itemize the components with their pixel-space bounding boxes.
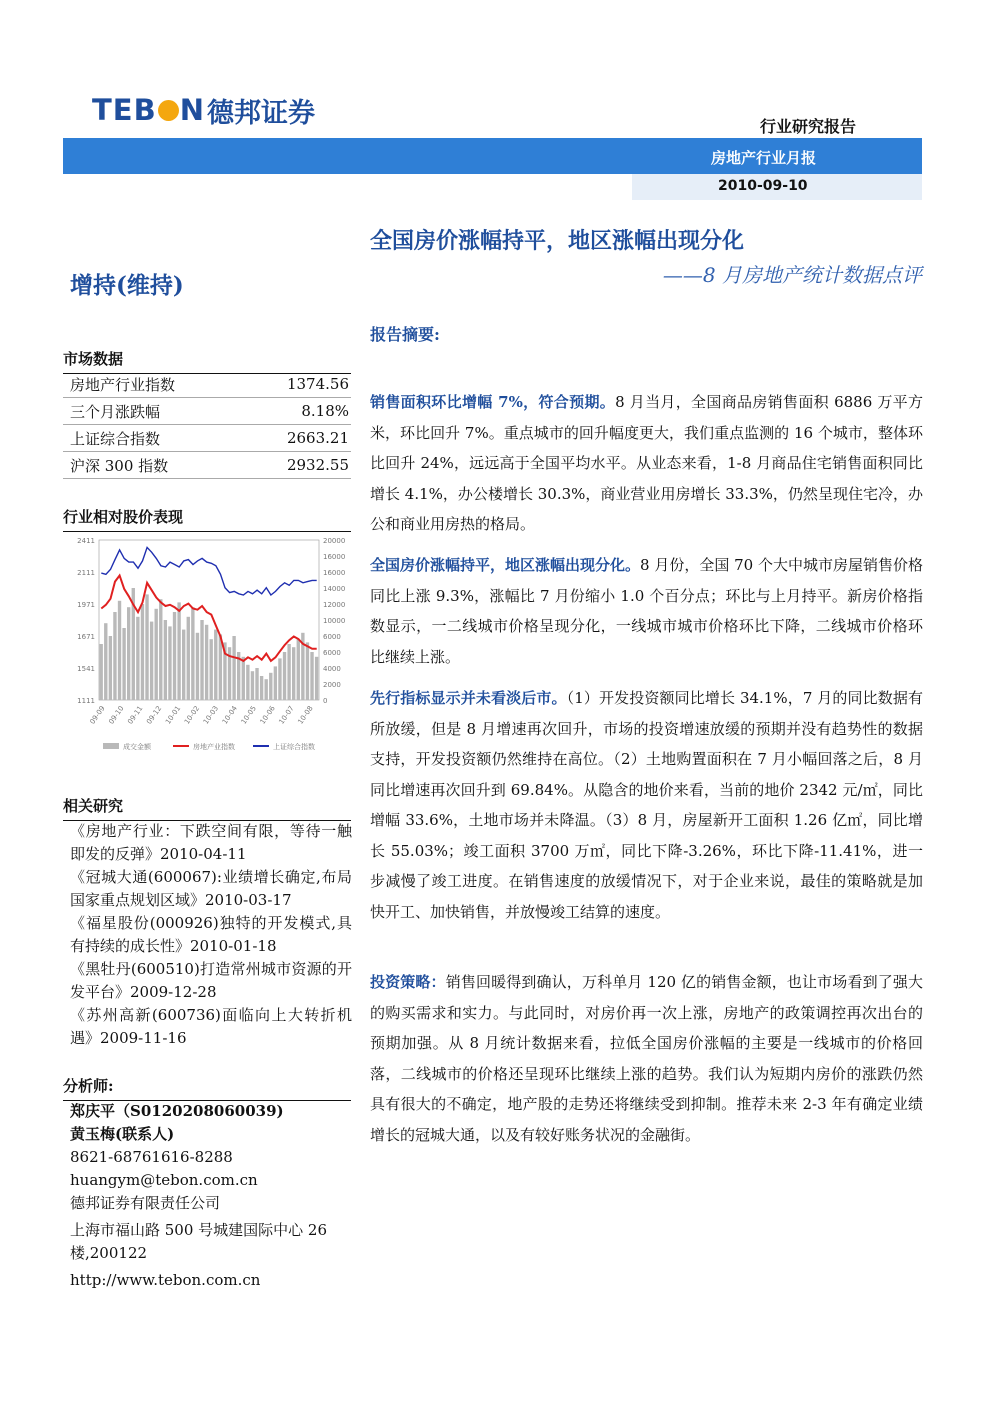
logo-text-left: TEB — [92, 93, 157, 127]
market-data-table — [63, 371, 351, 479]
volume-bar — [122, 628, 125, 700]
volume-bar — [269, 673, 272, 700]
table-row — [63, 452, 351, 479]
x-tick-label: 10-04 — [220, 704, 240, 726]
report-series: 房地产行业月报 — [711, 149, 817, 167]
x-tick-label: 10-01 — [164, 704, 183, 726]
relative-performance-chart — [63, 530, 351, 770]
logo-chinese-name: 德邦证券 — [206, 97, 315, 129]
list-item: 《黑牡丹(600510)打造常州城市资源的开发平台》2009-12-28 — [70, 960, 352, 1001]
contact-name: 黄玉梅(联系人) — [70, 1125, 175, 1143]
volume-bar — [315, 657, 318, 700]
paragraph-strategy — [370, 967, 923, 1150]
legend-swatch — [103, 743, 119, 749]
paragraph-prices — [370, 550, 923, 672]
logo-sun-icon — [158, 100, 179, 121]
volume-bar — [150, 622, 153, 700]
company-address: 上海市福山路 500 号城建国际中心 26 楼,200122 — [70, 1221, 328, 1262]
y-right-tick-label: 4000 — [323, 665, 341, 673]
y-right-tick-label: 16000 — [323, 569, 346, 577]
x-tick-label: 10-07 — [277, 704, 296, 726]
logo-text-right: N — [179, 93, 205, 127]
list-item: 《房地产行业：下跌空间有限，等待一触即发的反弹》2010-04-11 — [70, 822, 352, 863]
volume-bar — [214, 630, 217, 700]
paragraph-body: 销售回暖得到确认，万科单月 120 亿的销售金额，也让市场看到了强大的购买需求和实力。与此同时，对房价再一次上涨，房地产的政策调控再次出台的预期加强。从 8 月统计数据来看，拉低全国房价涨幅的主要是一线城市的价格回落，二线城市的价格还呈现环比继续上涨的趋势。我们认为短期内房价的涨跌仍然具有很大的不确定，地产股的走势还将继续受到抑制。推荐未来 2-3 年有确定业绩增长的冠城大通，以及有较好账务状况的金融街。 — [370, 973, 923, 1144]
volume-bar — [113, 612, 116, 700]
y-right-tick-label: 12000 — [323, 601, 346, 609]
legend-label: 成交金额 — [123, 743, 151, 751]
y-left-tick-label: 2111 — [77, 569, 95, 577]
volume-bar — [246, 665, 249, 700]
volume-bar — [283, 652, 286, 700]
tebon-logo — [92, 93, 315, 127]
x-tick-label: 10-05 — [239, 704, 258, 726]
paragraph-lead: 全国房价涨幅持平，地区涨幅出现分化。 — [370, 556, 641, 574]
volume-bar — [187, 617, 190, 700]
report-subtitle: ——8 月房地产统计数据点评 — [662, 263, 922, 287]
report-date: 2010-09-10 — [718, 178, 808, 194]
list-item: 《冠城大通(600067):业绩增长确定,布局国家重点规划区域》2010-03-17 — [70, 868, 352, 909]
y-right-tick-label: 10000 — [323, 617, 346, 625]
market-label: 三个月涨跌幅 — [63, 398, 239, 425]
y-right-tick-label: 6000 — [323, 649, 341, 657]
market-value: 2932.55 — [239, 452, 351, 479]
performance-heading: 行业相对股价表现 — [63, 506, 351, 532]
market-value: 2663.21 — [239, 425, 351, 452]
volume-bar — [159, 599, 162, 700]
volume-bar — [177, 602, 180, 700]
analyst-heading: 分析师: — [63, 1075, 351, 1101]
x-tick-label: 10-08 — [296, 704, 315, 726]
volume-bar — [306, 642, 309, 700]
market-label: 房地产行业指数 — [63, 371, 239, 398]
y-right-tick-label: 6000 — [323, 633, 341, 641]
paragraph-body: （1）开发投资额同比增长 34.1%，7 月的同比数据有所放缓，但是 8 月增速再次回升，市场的投资增速放缓的预期并没有趋势性的数据支持，开发投资额仍然维持在高位。（2）土地购置面积在 7 月小幅回落之后，8 月同比增速再次回升到 69.84%。从隐含的地价来看，当前的地价 2342 元/㎡，同比增幅 33.6%，土地市场并未降温。（3）8 月，房屋新开工面积 1.26 亿㎡，同比增长 55.03%；竣工面积 3700 万㎡，同比下降-3.26%，环比下降-11.41%，进一步减慢了竣工进度。在销售速度的放缓情况下，对于企业来说，最佳的策略就是加快开工、加快销售，并放慢竣工结算的速度。 — [370, 689, 923, 921]
x-tick-label: 10-06 — [258, 704, 277, 726]
volume-bar — [196, 633, 199, 700]
related-research-list — [70, 820, 352, 1050]
volume-bar — [173, 612, 176, 700]
y-left-tick-label: 1671 — [77, 633, 95, 641]
volume-bar — [310, 652, 313, 700]
market-data-heading: 市场数据 — [63, 348, 351, 374]
y-right-tick-label: 0 — [323, 697, 328, 705]
x-tick-label: 09-11 — [126, 704, 145, 726]
paragraph-body: 8 月份，全国 70 个大中城市房屋销售价格同比上涨 9.3%，涨幅比 7 月份缩小 1.0 个百分点；环比与上月持平。新房价格指数显示，一二线城市价格呈现分化，一线城市城市价格环比下降，二线城市价格环比继续上涨。 — [370, 556, 923, 666]
x-tick-label: 10-03 — [201, 704, 221, 726]
analyst-email: huangym@tebon.com.cn — [70, 1171, 258, 1189]
y-right-tick-label: 14000 — [323, 585, 346, 593]
volume-bar — [265, 679, 268, 700]
x-tick-label: 09-10 — [107, 704, 126, 726]
y-left-tick-label: 1111 — [77, 697, 95, 705]
company-url[interactable]: http://www.tebon.com.cn — [70, 1271, 261, 1289]
volume-bar — [118, 601, 121, 700]
paragraph-leading-indicators — [370, 683, 923, 927]
volume-bar — [191, 607, 194, 700]
volume-bar — [255, 668, 258, 700]
volume-bar — [287, 644, 290, 700]
volume-bar — [200, 620, 203, 700]
volume-bar — [242, 657, 245, 700]
market-label: 沪深 300 指数 — [63, 452, 239, 479]
volume-bar — [141, 604, 144, 700]
volume-bar — [100, 644, 103, 700]
y-left-tick-label: 1541 — [77, 665, 95, 673]
x-tick-label: 09-09 — [88, 704, 107, 726]
table-row — [63, 425, 351, 452]
company-name: 德邦证券有限责任公司 — [70, 1194, 221, 1212]
analyst-name: 郑庆平（S0120208060039) — [70, 1102, 284, 1120]
volume-bar — [155, 609, 158, 700]
list-item: 《苏州高新(600736)面临向上大转折机遇》2009-11-16 — [70, 1006, 352, 1047]
performance-chart-svg — [63, 530, 351, 770]
paragraph-lead: 销售面积环比增幅 7%，符合预期。 — [370, 393, 616, 411]
related-research-heading: 相关研究 — [63, 795, 351, 821]
legend-label: 房地产业指数 — [193, 743, 235, 751]
analyst-info — [70, 1100, 360, 1292]
volume-bar — [205, 625, 208, 700]
list-item: 《福星股份(000926)独特的开发模式,具有持续的成长性》2010-01-18 — [70, 914, 352, 955]
volume-bar — [297, 639, 300, 700]
y-left-tick-label: 2411 — [77, 537, 95, 545]
y-right-tick-label: 2000 — [323, 681, 341, 689]
volume-bar — [164, 620, 167, 700]
volume-bar — [104, 623, 107, 700]
abstract-heading: 报告摘要: — [370, 325, 440, 344]
volume-bar — [109, 636, 112, 700]
volume-bar — [260, 676, 263, 700]
report-title: 全国房价涨幅持平，地区涨幅出现分化 — [370, 229, 745, 254]
table-row — [63, 398, 351, 425]
report-type: 行业研究报告 — [760, 117, 857, 136]
analyst-phone: 8621-68761616-8288 — [70, 1148, 233, 1166]
y-right-tick-label: 16000 — [323, 553, 346, 561]
volume-bar — [232, 636, 235, 700]
volume-bar — [210, 639, 213, 700]
y-left-tick-label: 1971 — [77, 601, 95, 609]
volume-bar — [127, 607, 130, 700]
x-tick-label: 10-02 — [182, 704, 202, 726]
volume-bar — [145, 594, 148, 700]
volume-bar — [251, 671, 254, 700]
x-tick-label: 09-12 — [145, 704, 164, 726]
legend-label: 上证综合指数 — [273, 743, 315, 751]
paragraph-lead: 先行指标显示并未看淡后市。 — [370, 689, 567, 707]
market-value: 8.18% — [239, 398, 351, 425]
table-row — [63, 371, 351, 398]
market-value: 1374.56 — [239, 371, 351, 398]
investment-rating: 增持(维持) — [70, 272, 184, 299]
volume-bar — [182, 630, 185, 700]
market-label: 上证综合指数 — [63, 425, 239, 452]
volume-bar — [278, 658, 281, 700]
volume-bar — [168, 626, 171, 700]
volume-bar — [274, 666, 277, 700]
paragraph-body: 8 月当月，全国商品房销售面积 6886 万平方米，环比回升 7%。重点城市的回升幅度更大，我们重点监测的 16 个城市，整体环比回升 24%，远远高于全国平均水平。从业态来看，1-8 月商品住宅销售面积同比增长 4.1%，办公楼增长 30.3%，商业营业用房增长 33.3%，仍然呈现住宅冷，办公和商业用房热的格局。 — [370, 393, 923, 533]
paragraph-lead: 投资策略： — [370, 973, 446, 991]
y-right-tick-label: 20000 — [323, 537, 346, 545]
volume-bar — [136, 617, 139, 700]
paragraph-sales — [370, 387, 923, 540]
volume-bar — [292, 647, 295, 700]
shanghai-index-line — [101, 547, 316, 595]
